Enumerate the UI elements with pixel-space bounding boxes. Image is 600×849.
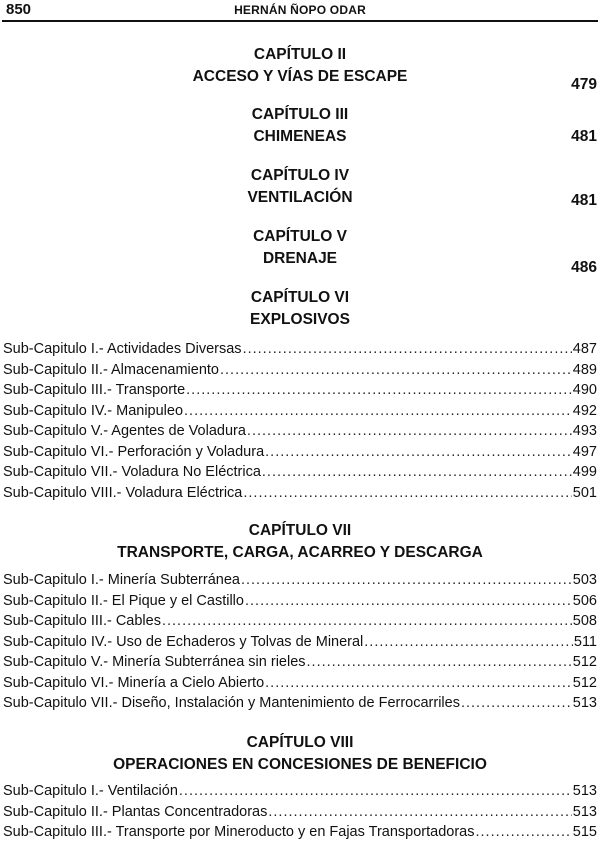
toc-entry-label: Sub-Capitulo II.- Plantas Concentradoras: [3, 803, 268, 820]
page-header: [2, 0, 598, 22]
toc-entry-label: Sub-Capitulo V.- Minería Subterránea sin rieles: [3, 654, 306, 670]
toc-entry[interactable]: [3, 423, 597, 444]
toc-entry-label: Sub-Capitulo III.- Transporte: [3, 382, 186, 398]
dot-leader: [243, 341, 572, 357]
chapter-title: VENTILACIÓN: [247, 189, 353, 206]
toc-entry[interactable]: [3, 634, 597, 655]
toc-entry-page: 515: [572, 824, 597, 840]
toc-entry-page: 493: [572, 423, 597, 439]
toc-entry-label: Sub-Capitulo III.- Transporte por Mineroducto y en Fajas Transportadoras: [3, 824, 475, 840]
dot-leader: [243, 485, 571, 501]
toc-entry-label: Sub-Capitulo II.- El Pique y el Castillo: [3, 592, 244, 609]
toc-entry-label: Sub-Capitulo III.- Cables: [3, 613, 161, 629]
toc-entry[interactable]: [3, 403, 597, 424]
chapter-title: OPERACIONES EN CONCESIONES DE BENEFICIO: [113, 756, 487, 773]
chapter-5-heading: [0, 226, 600, 276]
dot-leader: [186, 382, 572, 398]
dot-leader: [245, 593, 572, 609]
toc-entry[interactable]: [3, 485, 597, 506]
toc-entry-label: Sub-Capitulo IV.- Uso de Echaderos y Tolvas de Mineral: [3, 633, 364, 650]
dot-leader: [475, 824, 571, 840]
dot-leader: [220, 362, 572, 378]
toc-entry[interactable]: [3, 824, 597, 845]
toc-entry-page: 501: [572, 484, 597, 501]
chapter-label: CAPÍTULO II: [253, 46, 347, 63]
toc-entry-label: Sub-Capitulo I.- Minería Subterránea: [3, 572, 240, 588]
dot-leader: [307, 654, 572, 670]
toc-entry-page: 487: [572, 341, 597, 357]
toc-entry-page: 513: [572, 783, 597, 799]
chapter-3-heading: [0, 104, 600, 148]
toc-entry[interactable]: [3, 382, 597, 403]
toc-entry[interactable]: [3, 464, 597, 485]
chapter-8-subchapter-list: [3, 783, 597, 845]
toc-entry-label: Sub-Capitulo VIII.- Voladura Eléctrica: [3, 484, 243, 501]
toc-entry-page: 490: [572, 382, 597, 398]
toc-entry-label: Sub-Capitulo VII.- Voladura No Eléctrica: [3, 464, 261, 480]
dot-leader: [461, 695, 572, 711]
toc-entry-label: Sub-Capitulo VII.- Diseño, Instalación y Mantenimiento de Ferrocarriles: [3, 695, 460, 711]
dot-leader: [364, 634, 573, 650]
toc-entry[interactable]: [3, 572, 597, 593]
chapter-label: CAPÍTULO IV: [250, 167, 350, 184]
toc-entry-label: Sub-Capitulo VI.- Minería a Cielo Abierto: [3, 674, 265, 691]
toc-entry-label: Sub-Capitulo VI.- Perforación y Voladura: [3, 443, 265, 460]
chapter-7-subchapter-list: [3, 572, 597, 716]
dot-leader: [179, 783, 572, 799]
toc-entry[interactable]: [3, 783, 597, 804]
chapter-4-heading: [0, 165, 600, 209]
chapter-page: 481: [571, 128, 597, 145]
running-head: HERNÁN ÑOPO ODAR: [234, 3, 366, 17]
chapter-page: 486: [571, 259, 597, 276]
dot-leader: [241, 572, 572, 588]
chapter-page: 481: [571, 192, 597, 209]
toc-entry[interactable]: [3, 654, 597, 675]
toc-entry[interactable]: [3, 695, 597, 716]
toc-entry[interactable]: [3, 444, 597, 465]
toc-entry-page: 499: [572, 464, 597, 480]
dot-leader: [265, 675, 572, 691]
dot-leader: [184, 403, 572, 419]
chapter-page: 479: [571, 76, 597, 93]
toc-entry-label: Sub-Capitulo I.- Actividades Diversas: [3, 341, 242, 357]
toc-entry-page: 508: [572, 613, 597, 629]
toc-entry-page: 489: [572, 361, 597, 378]
chapter-6-subchapter-list: [3, 341, 597, 505]
chapter-6-heading: [0, 287, 600, 331]
toc-entry[interactable]: [3, 341, 597, 362]
toc-entry-page: 513: [572, 803, 597, 820]
chapter-label: CAPÍTULO III: [251, 106, 349, 123]
dot-leader: [268, 804, 571, 820]
chapter-title: EXPLOSIVOS: [250, 311, 350, 328]
chapter-title: TRANSPORTE, CARGA, ACARREO Y DESCARGA: [117, 544, 483, 561]
toc-entry-label: Sub-Capitulo IV.- Manipuleo: [3, 402, 184, 419]
toc-entry-page: 512: [572, 674, 597, 691]
toc-entry-page: 511: [573, 633, 597, 650]
chapter-8-heading: [0, 732, 600, 776]
chapter-title: ACCESO Y VÍAS DE ESCAPE: [192, 68, 408, 85]
toc-entry-label: Sub-Capitulo I.- Ventilación: [3, 783, 178, 799]
chapter-title: CHIMENEAS: [253, 128, 347, 145]
toc-entry-page: 492: [572, 402, 597, 419]
toc-entry-page: 503: [572, 572, 597, 588]
chapter-7-heading: [0, 520, 600, 564]
chapter-title: DRENAJE: [262, 250, 338, 267]
toc-entry-label: Sub-Capitulo V.- Agentes de Voladura: [3, 423, 246, 439]
dot-leader: [265, 444, 572, 460]
toc-entry[interactable]: [3, 593, 597, 614]
dot-leader: [262, 464, 572, 480]
toc-entry-label: Sub-Capitulo II.- Almacenamiento: [3, 361, 219, 378]
toc-entry[interactable]: [3, 613, 597, 634]
toc-entry-page: 506: [572, 592, 597, 609]
toc-entry[interactable]: [3, 362, 597, 383]
toc-entry-page: 513: [572, 695, 597, 711]
page-number: 850: [6, 1, 32, 18]
dot-leader: [247, 423, 572, 439]
toc-entry[interactable]: [3, 804, 597, 825]
chapter-label: CAPÍTULO VI: [250, 289, 350, 306]
dot-leader: [162, 613, 572, 629]
chapter-label: CAPÍTULO V: [253, 228, 347, 245]
chapter-2-heading: [0, 44, 600, 93]
toc-entry[interactable]: [3, 675, 597, 696]
chapter-label: CAPÍTULO VII: [248, 522, 352, 539]
chapter-label: CAPÍTULO VIII: [246, 734, 354, 751]
toc-entry-page: 512: [572, 654, 597, 670]
toc-entry-page: 497: [572, 443, 597, 460]
